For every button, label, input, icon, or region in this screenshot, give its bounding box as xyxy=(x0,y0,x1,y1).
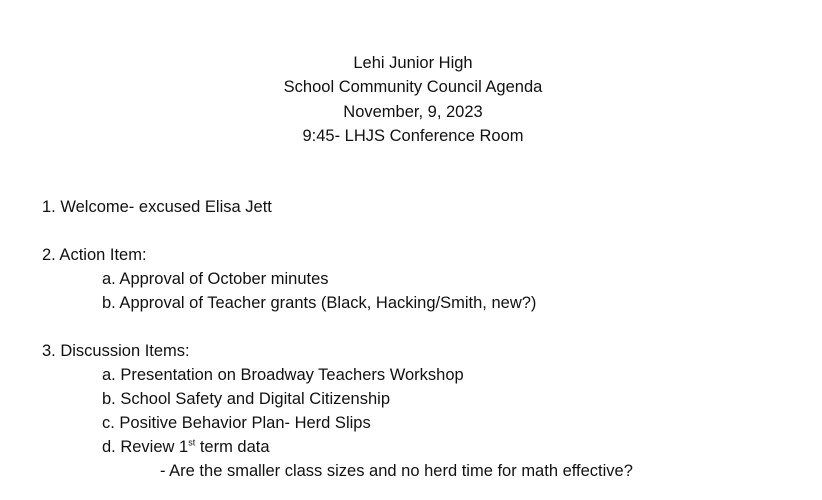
agenda-subitem-behavior-plan: c. Positive Behavior Plan- Herd Slips xyxy=(102,414,371,432)
document-header xyxy=(0,51,822,148)
agenda-item-welcome: 1. Welcome- excused Elisa Jett xyxy=(42,198,272,216)
term-data-prefix: d. Review 1 xyxy=(102,438,189,456)
agenda-item-discussion-heading: 3. Discussion Items: xyxy=(42,342,190,360)
meeting-date: November, 9, 2023 xyxy=(343,102,483,121)
school-name: Lehi Junior High xyxy=(353,54,473,72)
agenda-subitem-school-safety: b. School Safety and Digital Citizenship xyxy=(102,390,390,408)
agenda-subitem-broadway-workshop: a. Presentation on Broadway Teachers Workshop xyxy=(102,366,464,384)
meeting-time-location: 9:45- LHJS Conference Room xyxy=(302,126,524,145)
term-data-superscript: st xyxy=(188,437,196,448)
agenda-title: School Community Council Agenda xyxy=(283,78,543,97)
agenda-subsubitem-class-sizes: - Are the smaller class sizes and no herd time for math effective? xyxy=(160,462,633,480)
agenda-subitem-approval-grants: b. Approval of Teacher grants (Black, Hacking/Smith, new?) xyxy=(102,294,537,312)
agenda-subitem-approval-minutes: a. Approval of October minutes xyxy=(102,270,329,288)
agenda-item-action-heading: 2. Action Item: xyxy=(42,246,147,264)
term-data-suffix: term data xyxy=(195,438,270,456)
agenda-subitem-term-data xyxy=(102,435,270,459)
